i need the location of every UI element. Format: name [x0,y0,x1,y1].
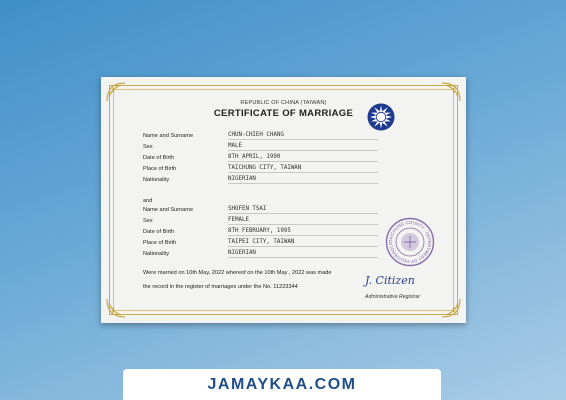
field-label: Place of Birth [143,166,177,172]
party1-nationality-value: NIGERIAN [228,176,378,184]
field-label: Name and Surname [143,207,194,213]
official-seal-stamp [385,217,435,267]
party2-nationality-value: NIGERIAN [228,250,378,258]
party2-name-value: SHOFEN TSAI [228,206,378,214]
seal-text: TAICHUNG COUNTY · DEPARTMENT OF HOUSEHOLD [387,219,433,265]
party1-name-value: CHUN-CHIEH CHANG [228,132,378,140]
party2-nationality-row [143,251,383,262]
field-label: Sex [143,218,153,224]
republic-heading: REPUBLIC OF CHINA (TAIWAN) [240,100,327,106]
party1-pob-value: TAICHUNG CITY, TAIWAN [228,165,378,173]
marriage-date-sentence: Were married on 10th May, 2022 whereof on the 10th May , 2022 was made [143,270,332,276]
registrar-signature: J. Citizen [365,274,415,287]
party1-dob-value: 8TH APRIL, 1990 [228,154,378,162]
field-label: Nationality [143,251,170,257]
field-label: Date of Birth [143,229,175,235]
certificate-title: CERTIFICATE OF MARRIAGE [213,108,354,119]
brand-banner [123,369,441,400]
party1-sex-value: MALE [228,143,378,151]
register-number-sentence: the record in the register of marriages under the No. 11223344 [143,284,298,290]
field-label: Place of Birth [143,240,177,246]
corner-ornament-icon [440,297,462,319]
field-label: Date of Birth [143,155,175,161]
registrar-title: Administrative Registrar [365,294,421,300]
party2-pob-value: TAIPEI CITY, TAIWAN [228,239,378,247]
and-separator: and [143,198,153,204]
field-label: Sex [143,144,153,150]
national-emblem-icon [367,103,395,131]
party2-sex-value: FEMALE [228,217,378,225]
field-label: Nationality [143,177,170,183]
corner-ornament-icon [105,297,127,319]
marriage-certificate [101,77,466,323]
brand-name: JAMAYKAA.COM [207,376,357,393]
field-label: Name and Surname [143,133,194,139]
party1-nationality-row [143,177,383,188]
party2-dob-value: 8TH FEBRUARY, 1995 [228,228,378,236]
